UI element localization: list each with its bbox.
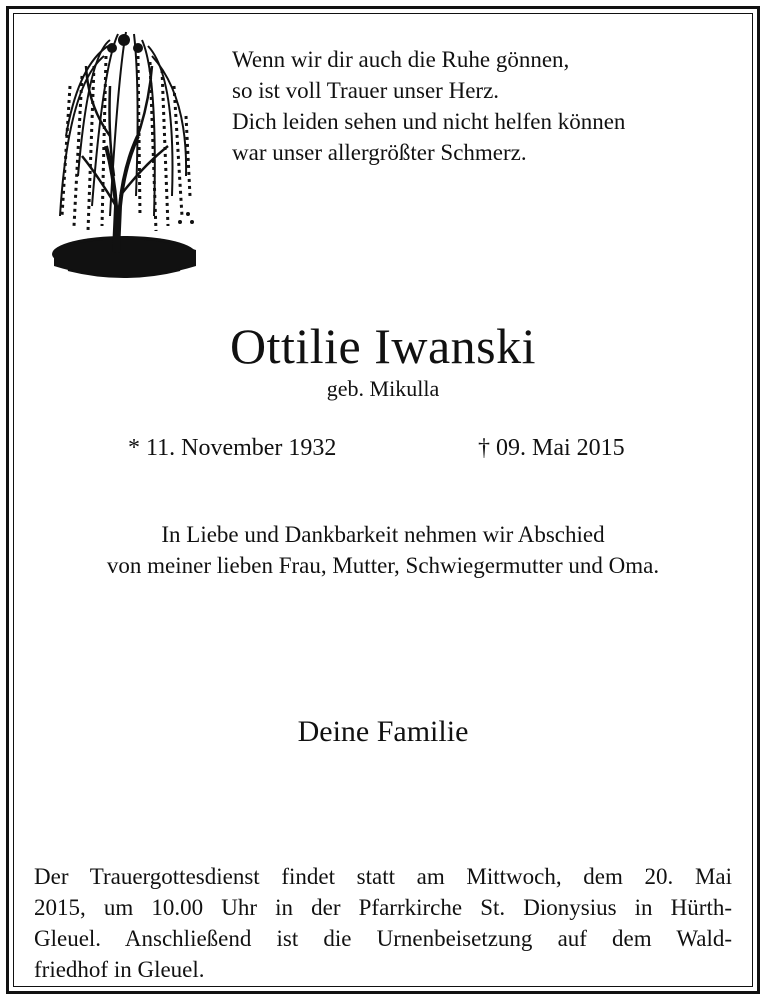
- deceased-name: Ottilie Iwanski: [229, 318, 537, 374]
- signature: Deine Familie: [297, 715, 469, 748]
- service-line: Gleuel. Anschließend ist die Urnenbeisetzung auf dem Wald-: [34, 926, 732, 951]
- maiden-name: geb. Mikulla: [326, 376, 440, 401]
- poem-line: war unser allergrößter Schmerz.: [232, 140, 527, 165]
- farewell-text: [0, 519, 766, 581]
- farewell-line: von meiner lieben Frau, Mutter, Schwiegermutter und Oma.: [106, 553, 660, 578]
- service-line: friedhof in Gleuel.: [34, 957, 205, 982]
- death-date: † 09. Mai 2015: [478, 435, 625, 461]
- farewell-line: In Liebe und Dankbarkeit nehmen wir Abschied: [161, 522, 605, 547]
- service-line: 2015, um 10.00 Uhr in der Pfarrkirche St. Dionysius in Hürth-: [34, 895, 732, 920]
- birth-date: * 11. November 1932: [128, 435, 337, 461]
- weeping-willow-icon: [48, 26, 200, 288]
- service-line: Der Trauergottesdienst findet statt am Mittwoch, dem 20. Mai: [34, 864, 732, 889]
- poem: [232, 44, 742, 168]
- poem-line: so ist voll Trauer unser Herz.: [232, 78, 500, 103]
- poem-line: Dich leiden sehen und nicht helfen können: [232, 109, 626, 134]
- service-info: [34, 861, 732, 985]
- poem-line: Wenn wir dir auch die Ruhe gönnen,: [232, 47, 570, 72]
